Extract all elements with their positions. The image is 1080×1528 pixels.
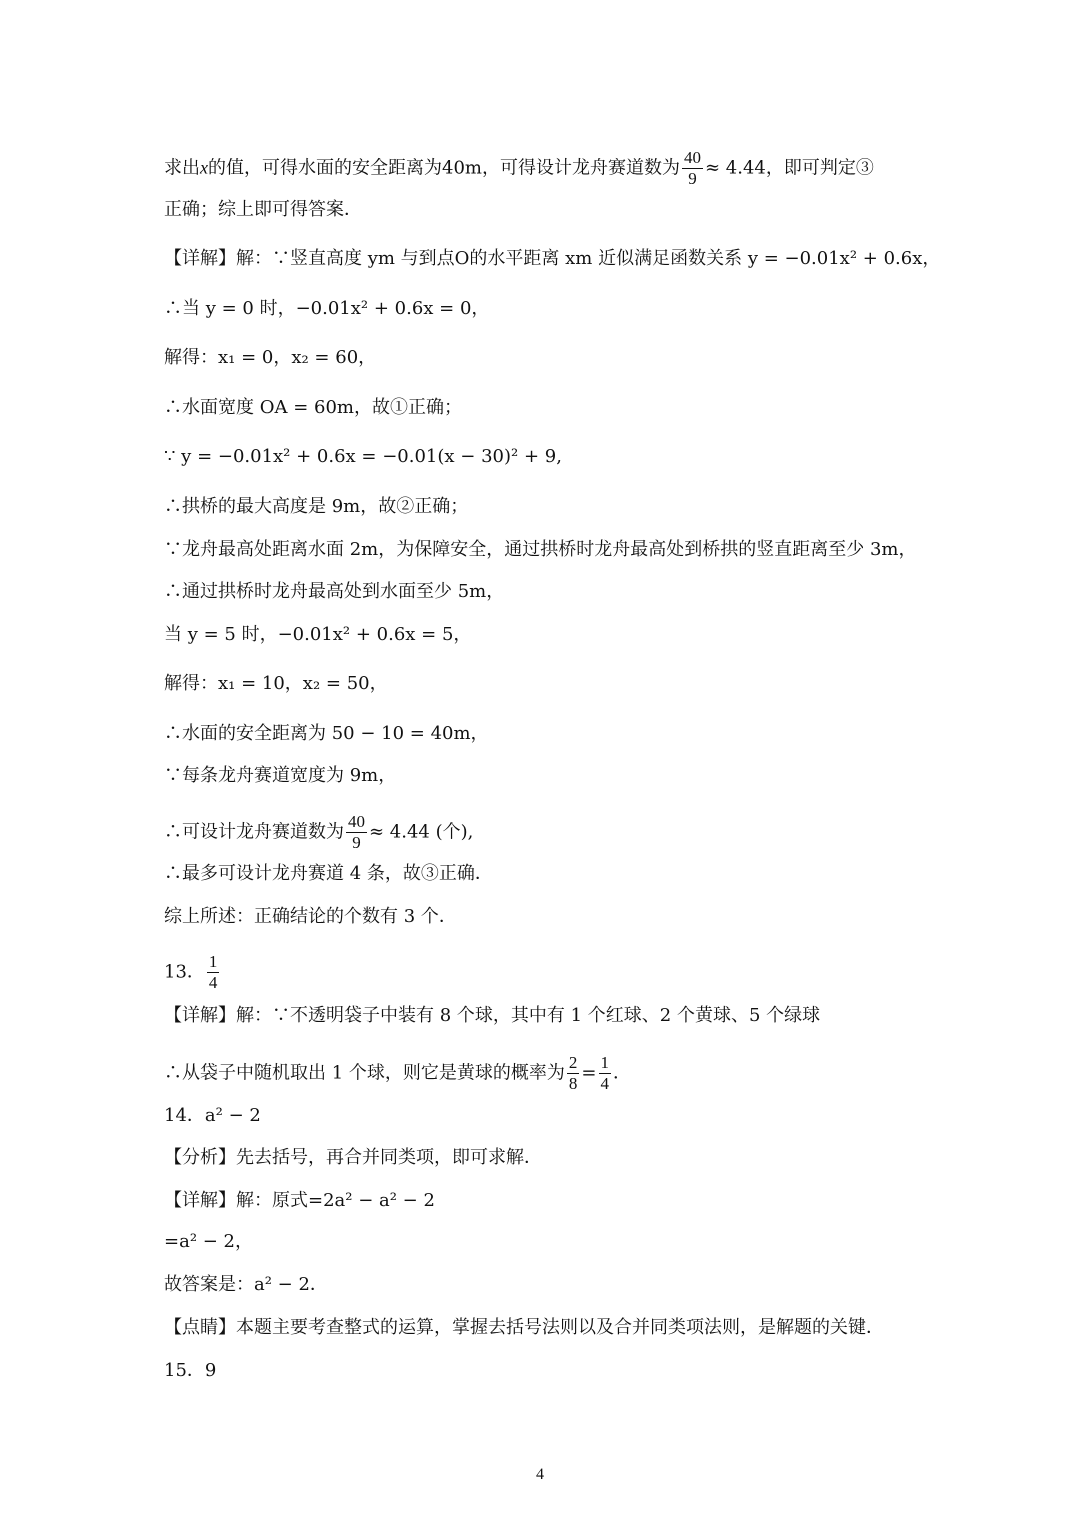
text-line: 【点睛】本题主要考查整式的运算，掌握去括号法则以及合并同类项法则，是解题的关键．	[164, 1317, 884, 1338]
text-line: 当 y = 5 时，−0.01x² + 0.6x = 5，	[164, 624, 472, 645]
question-14-answer: 14．a² − 2	[164, 1105, 261, 1126]
text-line: 【分析】先去括号，再合并同类项，即可求解．	[164, 1147, 542, 1168]
text-line: 求出x的值，可得水面的安全距离为40m，可得设计龙舟赛道数为 $\frac{40}{9}$ ≈ 4.44，即可判定③	[164, 148, 874, 188]
text-line: 正确；综上即可得答案．	[164, 199, 362, 220]
text-line: ∴水面宽度 OA = 60m，故①正确；	[164, 397, 462, 418]
text-line: ∴当 y = 0 时，−0.01x² + 0.6x = 0，	[164, 298, 490, 319]
text-line: ∴拱桥的最大高度是 9m，故②正确；	[164, 496, 469, 517]
text-line: 解得：x₁ = 10，x₂ = 50，	[164, 673, 388, 694]
text-line: ∴从袋子中随机取出 1 个球，则它是黄球的概率为 $\frac{2}{8}$ = $\frac{1}{4}$ ．	[164, 1053, 631, 1093]
text-line: ∵ y = −0.01x² + 0.6x = −0.01(x − 30)² + 9,	[164, 446, 562, 467]
text-line: ∴可设计龙舟赛道数为 $\frac{40}{9}$ ≈ 4.44 (个),	[164, 812, 474, 852]
fraction: $\frac{1}{4}$	[208, 952, 218, 992]
text-line: 【详解】解：原式=2a² − a² − 2	[164, 1190, 435, 1211]
text-line: ∴最多可设计龙舟赛道 4 条，故③正确．	[164, 863, 493, 884]
question-15-answer: 15．9	[164, 1360, 217, 1381]
fraction: $\frac{1}{4}$	[600, 1053, 609, 1093]
text-line: 【详解】解：∵竖直高度 ym 与到点O的水平距离 xm 近似满足函数关系 y = −0.01x² + 0.6x，	[164, 248, 941, 269]
text-line: 故答案是：a² − 2．	[164, 1274, 328, 1295]
text-line: 【详解】解：∵不透明袋子中装有 8 个球，其中有 1 个红球、2 个黄球、5 个绿球	[164, 1005, 821, 1026]
text-line: 解得：x₁ = 0，x₂ = 60，	[164, 347, 377, 368]
fraction: $\frac{40}{9}$	[683, 148, 701, 188]
text-line: 综上所述：正确结论的个数有 3 个．	[164, 906, 457, 927]
text-line: ∴水面的安全距离为 50 − 10 = 40m，	[164, 723, 489, 744]
text-line: ∵每条龙舟赛道宽度为 9m，	[164, 765, 397, 786]
fraction: $\frac{2}{8}$	[568, 1053, 578, 1093]
question-13-answer: 13． $\frac{1}{4}$	[164, 952, 218, 992]
text-line: =a² − 2，	[164, 1231, 254, 1252]
text-line: ∵龙舟最高处距离水面 2m，为保障安全，通过拱桥时龙舟最高处到桥拱的竖直距离至少 3m，	[164, 539, 917, 560]
page-number: 4	[536, 1466, 544, 1483]
text-line: ∴通过拱桥时龙舟最高处到水面至少 5m，	[164, 581, 505, 602]
fraction: $\frac{40}{9}$	[348, 812, 365, 852]
